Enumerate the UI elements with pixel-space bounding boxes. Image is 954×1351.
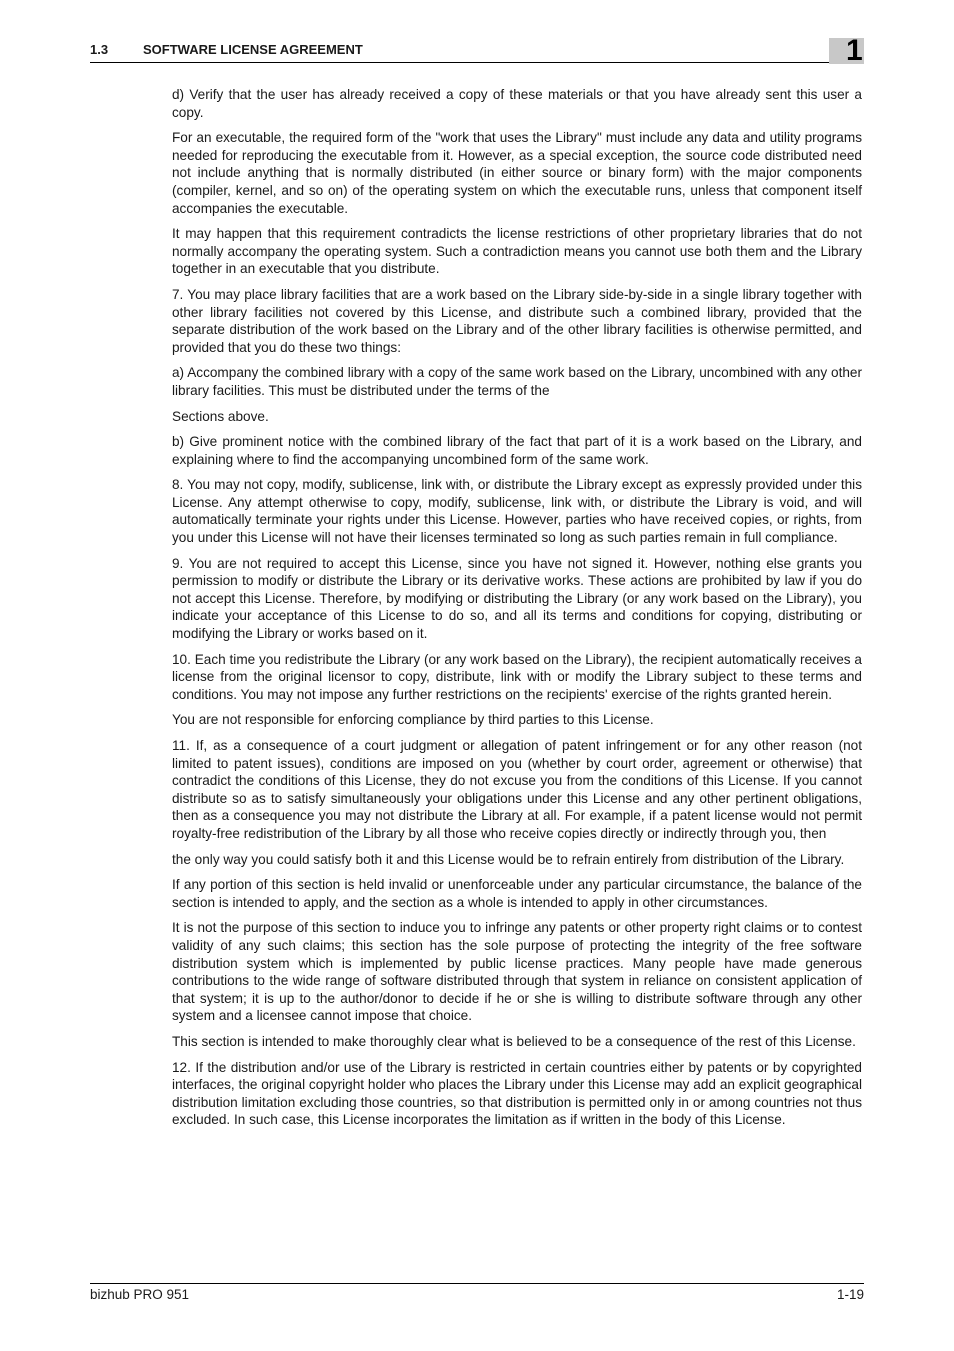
paragraph: 12. If the distribution and/or use of the Library is restricted in certain countries either by patents or by copyrighted interfaces, the original copyright holder who places the Library under this License may add an explicit geographical distribution limitation excluding those countries, so that distribution is permitted only in or among countries not thus excluded. In such case, this License incorporates the limitation as if written in the body of this License. xyxy=(172,1059,862,1128)
paragraph: You are not responsible for enforcing compliance by third parties to this License. xyxy=(172,712,654,728)
paragraph: 7. You may place library facilities that are a work based on the Library side-by-side in a single library together with other library facilities not covered by this License, and distribute such a combined library, provided that the separate distribution of the work based on the Library and of the other library facilities is otherwise permitted, and provided that you do these two things: xyxy=(172,286,862,355)
paragraph: It is not the purpose of this section to induce you to infringe any patents or other property right claims or to contest validity of any such claims; this section has the sole purpose of protecting the integrity of the free software distribution system which is implemented by public license practices. Many people have made generous contributions to the wide range of software distributed through that system in reliance on consistent application of that system; it is up to the author/donor to decide if he or she is willing to distribute software through any other system and a licensee cannot impose that choice. xyxy=(172,920,862,1024)
paragraph: Sections above. xyxy=(172,408,269,424)
footer-divider xyxy=(90,1283,864,1284)
header-divider xyxy=(90,62,864,63)
paragraph: d) Verify that the user has already received a copy of these materials or that you have already sent this user a copy. xyxy=(172,87,862,120)
paragraph: 11. If, as a consequence of a court judgment or allegation of patent infringement or for any other reason (not limited to patent issues), conditions are imposed on you (whether by court order, agreement or otherwise) that contradict the conditions of this License, they do not excuse you from the conditions of this License. If you cannot distribute so as to satisfy simultaneously your obligations under this License and any other pertinent obligations, then as a consequence you may not distribute the Library at all. For example, if a patent license would not permit royalty-free redistribution of the Library by all those who receive copies directly or indirectly through you, then xyxy=(172,738,862,841)
paragraph: If any portion of this section is held invalid or unenforceable under any particular circumstance, the balance of the section is intended to apply, and the section as a whole is intended to apply in other circumstances. xyxy=(172,877,862,910)
paragraph: 8. You may not copy, modify, sublicense, link with, or distribute the Library except as expressly provided under this License. Any attempt otherwise to copy, modify, sublicense, link with, or distribute the Library is void, and will automatically terminate your rights under this License. However, parties who have received copies, or rights, from you under this License will not have their licenses terminated so long as such parties remain in full compliance. xyxy=(172,477,862,546)
document-body xyxy=(172,86,862,1137)
paragraph: 9. You are not required to accept this License, since you have not signed it. However, nothing else grants you permission to modify or distribute the Library or its derivative works. These actions are prohibited by law if you do not accept this License. Therefore, by modifying or distributing the Library (or any work based on the Library), you indicate your acceptance of this License to do so, and all its terms and conditions for copying, distributing or modifying the Library or works based on it. xyxy=(172,555,862,642)
paragraph: 10. Each time you redistribute the Library (or any work based on the Library), the recipient automatically receives a license from the original licensor to copy, distribute, link with or modify the Library subject to these terms and conditions. You may not impose any further restrictions on the recipients' exercise of the rights granted herein. xyxy=(172,651,862,702)
paragraph: This section is intended to make thoroughly clear what is believed to be a consequence of the rest of this License. xyxy=(172,1033,856,1049)
page-header xyxy=(90,42,864,64)
chapter-number: 1 xyxy=(846,34,863,67)
paragraph: a) Accompany the combined library with a copy of the same work based on the Library, uncombined with any other library facilities. This must be distributed under the terms of the xyxy=(172,365,862,398)
paragraph: b) Give prominent notice with the combined library of the fact that part of it is a work based on the Library, and explaining where to find the accompanying uncombined form of the same work. xyxy=(172,434,862,467)
paragraph: For an executable, the required form of the "work that uses the Library" must include any data and utility programs needed for reproducing the executable from it. However, as a special exception, the source code distributed need not include anything that is normally distributed (in either source or binary form) with the major components (compiler, kernel, and so on) of the operating system on which the executable runs, unless that component itself accompanies the executable. xyxy=(172,130,862,216)
paragraph: the only way you could satisfy both it and this License would be to refrain entirely from distribution of the Library. xyxy=(172,851,845,867)
section-title: SOFTWARE LICENSE AGREEMENT xyxy=(143,42,363,57)
footer-page-number: 1-19 xyxy=(836,1287,864,1302)
paragraph: It may happen that this requirement contradicts the license restrictions of other proprietary libraries that do not normally accompany the operating system. Such a contradiction means you cannot use both them and the Library together in an executable that you distribute. xyxy=(172,226,862,277)
footer-product-name: bizhub PRO 951 xyxy=(90,1287,190,1302)
section-number: 1.3 xyxy=(90,42,109,57)
